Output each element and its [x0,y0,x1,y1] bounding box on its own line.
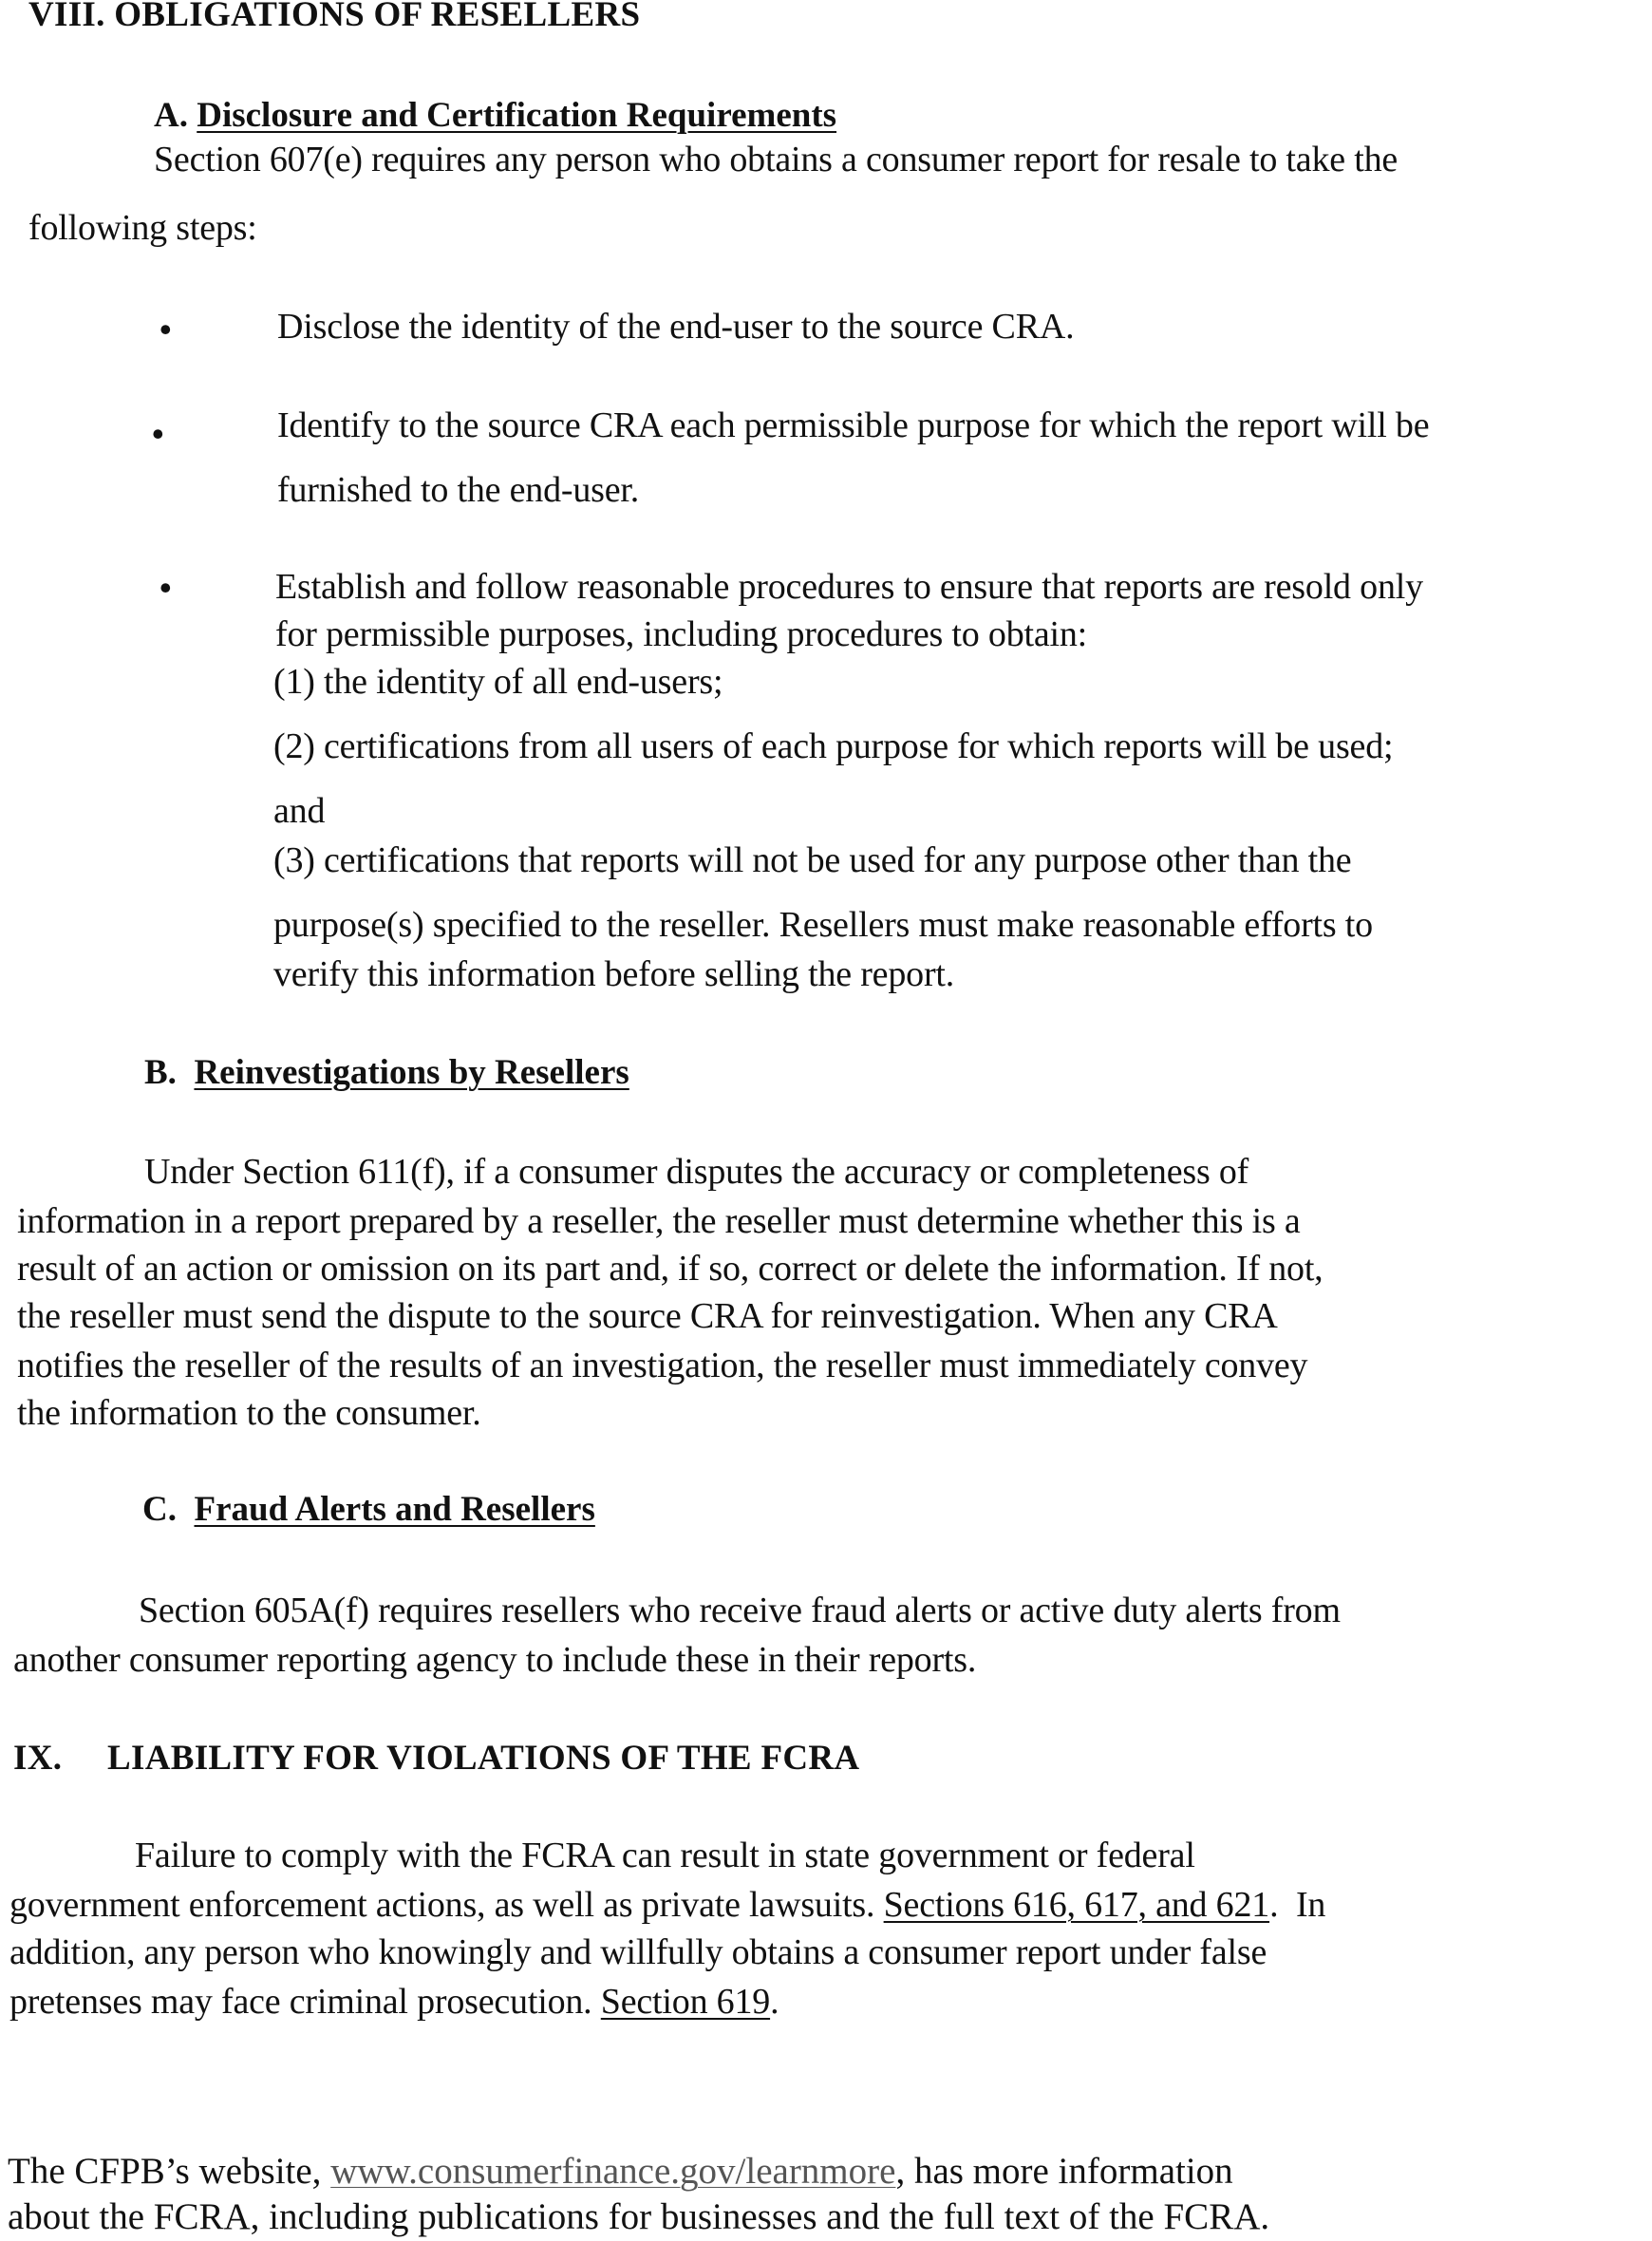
section-ix-line-2 [9,1884,1325,1926]
bullet-3-line-4: (2) certifications from all users of each purpose for which reports will be used; [273,726,1394,766]
bullet-3-line-5: and [273,791,326,831]
subsection-b-marker: B. [144,1053,177,1092]
subsection-c-line-2: another consumer reporting agency to include these in their reports. [13,1640,977,1680]
footer-line-1 [8,2150,1233,2193]
section-viii-title: VIII. OBLIGATIONS OF RESELLERS [28,0,641,34]
section-ix-line-4-text: pretenses may face criminal prosecution. [9,1982,601,2022]
section-ix-line-1: Failure to comply with the FCRA can result in state government or federal [135,1836,1195,1875]
section-ix-line-4 [9,1981,779,2023]
bullet-glyph-3: • [160,569,172,607]
footer-line-2: about the FCRA, including publications for businesses and the full text of the FCRA. [8,2196,1270,2237]
bullet-3-line-8: verify this information before selling the report. [273,954,955,994]
subsection-a-marker: A. [154,96,188,135]
subsection-c-line-1: Section 605A(f) requires resellers who receive fraud alerts or active duty alerts from [139,1591,1341,1630]
section-ix-line-3: addition, any person who knowingly and willfully obtains a consumer report under false [9,1932,1267,1972]
subsection-b-line-5: notifies the reseller of the results of an investigation, the reseller must immediately convey [17,1346,1308,1385]
footer-line-1-text: The CFPB’s website, [8,2151,331,2192]
subsection-c-marker: C. [142,1490,177,1529]
bullet-3-line-6: (3) certifications that reports will not be used for any purpose other than the [273,840,1352,880]
subsection-a-heading [154,95,836,136]
bullet-glyph-1: • [160,311,172,348]
section-ix-line-2-end: . In [1269,1885,1326,1925]
bullet-3-line-2: for permissible purposes, including procedures to obtain: [275,614,1088,654]
section-ix-line-2-text: government enforcement actions, as well as private lawsuits. [9,1885,884,1925]
section-ix-title: IX. LIABILITY FOR VIOLATIONS OF THE FCRA [13,1739,860,1778]
subsection-b-line-6: the information to the consumer. [17,1393,481,1433]
sections-616-617-621-link[interactable]: Sections 616, 617, and 621 [883,1885,1270,1925]
bullet-2-line-1: Identify to the source CRA each permissible purpose for which the report will be [277,405,1430,445]
bullet-1-line-1: Disclose the identity of the end-user to the source CRA. [277,307,1075,347]
subsection-c-heading [142,1489,595,1530]
subsection-c-title: Fraud Alerts and Resellers [194,1490,595,1529]
bullet-3-line-7: purpose(s) specified to the reseller. Resellers must make reasonable efforts to [273,905,1373,945]
subsection-b-line-1: Under Section 611(f), if a consumer disputes the accuracy or completeness of [144,1152,1249,1192]
footer-line-1-end: , has more information [895,2151,1233,2192]
bullet-2-line-2: furnished to the end-user. [277,470,640,510]
subsection-b-heading [144,1052,629,1093]
bullet-3-line-3: (1) the identity of all end-users; [273,662,723,702]
subsection-b-line-3: result of an action or omission on its part and, if so, correct or delete the information. If not, [17,1249,1323,1289]
section-ix-line-4-end: . [770,1982,779,2022]
subsection-a-intro-line-1: Section 607(e) requires any person who obtains a consumer report for resale to take the [154,140,1399,179]
consumerfinance-link[interactable]: www.consumerfinance.gov/learnmore [330,2151,896,2192]
bullet-3-line-1: Establish and follow reasonable procedures to ensure that reports are resold only [275,567,1423,607]
bullet-glyph-2: • [152,415,164,453]
subsection-b-line-4: the reseller must send the dispute to the source CRA for reinvestigation. When any CRA [17,1296,1278,1336]
subsection-a-title: Disclosure and Certification Requirements [197,96,837,135]
subsection-b-title: Reinvestigations by Resellers [194,1053,629,1092]
subsection-b-line-2: information in a report prepared by a reseller, the reseller must determine whether this is a [17,1201,1301,1241]
section-619-link[interactable]: Section 619 [600,1982,771,2022]
subsection-a-intro-line-2: following steps: [28,208,257,248]
